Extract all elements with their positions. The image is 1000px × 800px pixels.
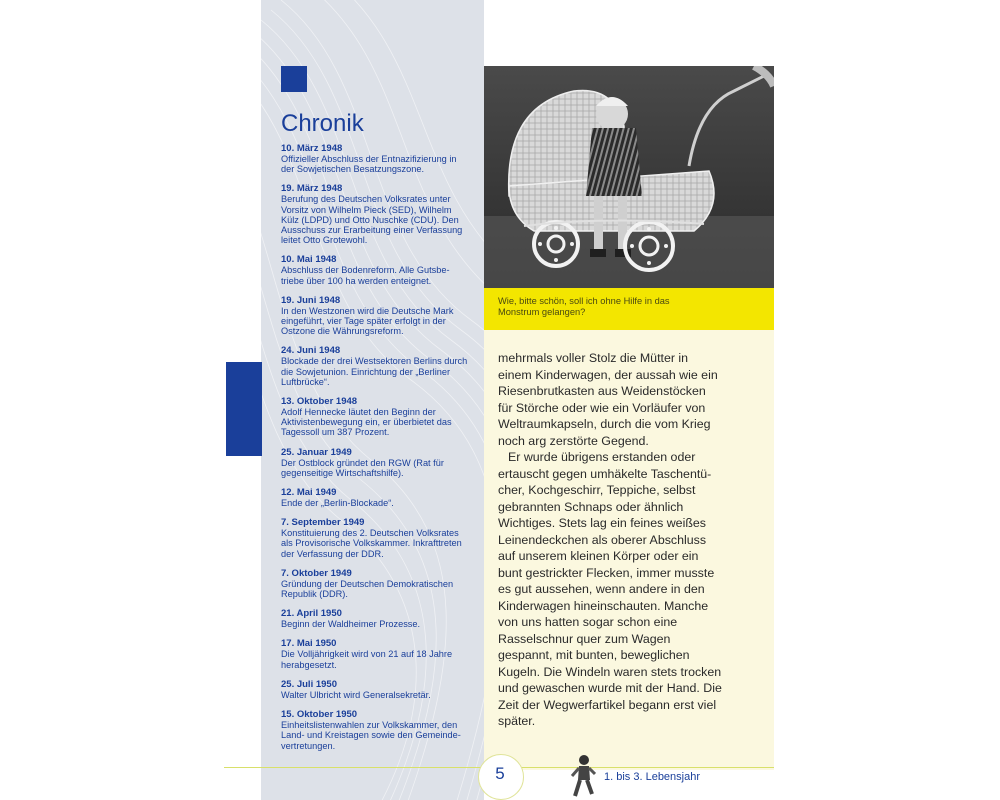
chronik-entry-text: Der Ostblock gründet den RGW (Rat für gegenseitige Wirtschaftshilfe). [281, 457, 444, 478]
chronik-title: Chronik [281, 110, 364, 137]
chronik-entry-text: Walter Ulbricht wird Generalsekretär. [281, 689, 431, 700]
photo-child-pram [484, 66, 774, 288]
running-child-icon [570, 754, 596, 800]
chronik-entry [281, 143, 471, 174]
chronik-entry-text: Gründung der Deutschen Demokratischen Republik (DDR). [281, 578, 454, 600]
section-label: 1. bis 3. Lebensjahr [604, 771, 701, 783]
chronik-entry [281, 396, 471, 438]
body-text [498, 350, 723, 730]
chronik-entry [281, 709, 471, 751]
blue-square-decoration [281, 66, 307, 92]
chronik-entry-text: Berufung des Deutschen Volksrates unter Vorsitz von Wilhelm Pieck (SED), Wilhelm Külz (LDPD) und Otto Nuschke (CDU). Den Ausschuss zur Erarbeitung einer Verfassung leitet Otto Grotewohl. [281, 194, 463, 246]
chronik-entry-text: Die Volljährigkeit wird von 21 auf 18 Jahre herabgesetzt. [281, 649, 453, 670]
chronik-entry-date: 7. September 1949 [281, 517, 365, 529]
chronik-entry [281, 517, 471, 559]
chronik-entry-date: 19. März 1948 [281, 183, 343, 195]
chronik-entry-date: 21. April 1950 [281, 608, 342, 620]
chronik-entry-date: 25. Juli 1950 [281, 678, 337, 690]
chronik-entry-date: 12. Mai 1949 [281, 487, 337, 499]
pram-illustration [484, 66, 774, 288]
chronik-entry-text: In den Westzonen wird die Deutsche Mark eingeführt, vier Tage später erfolgt in der Ostzone die Währungsreform. [281, 305, 454, 337]
chronik-entry-date: 19. Juni 1948 [281, 294, 341, 306]
chronik-entry-date: 10. März 1948 [281, 143, 343, 154]
chronik-entry-date: 25. Januar 1949 [281, 446, 352, 458]
chronik-entry-date: 17. Mai 1950 [281, 638, 337, 650]
chronik-entry [281, 254, 471, 285]
chronik-entry-text: Abschluss der Bodenreform. Alle Gutsbe-triebe über 100 ha werden enteignet. [281, 265, 450, 286]
chronik-entry-text: Offizieller Abschluss der Entnazifizierung in der Sowjetischen Besatzungszone. [281, 154, 457, 175]
chronik-entry-text: Adolf Hennecke läutet den Beginn der Aktivistenbewegung ein, er überbietet das Tagessoll um 387 Prozent. [281, 407, 452, 438]
body-paragraph: Er wurde übrigens erstanden oder ertauscht gegen umhäkelte Taschentü-cher, Kochgeschirr, Teppiche, selbst gebrannten Schnaps oder ähnlich Wichtiges. Stets lag ein feines weißes Leinendeckchen als oberer Abschluss auf unserem kleinen Körper oder ein bunt gestrickter Flecken, immer musste es gut aussehen, wenn andere in den Kinderwagen hineinschauten. Manche von uns hatten sogar schon eine Rasselschnur quer zum Wagen gespannt, mit bunten, beweglichen Kugeln. Die Windeln waren stets trocken und gewaschen wurde mit der Hand. Die Zeit der Wegwerfartikel begann erst viel später. [498, 450, 722, 728]
chronik-entry [281, 638, 471, 669]
chronik-entry-date: 13. Oktober 1948 [281, 396, 358, 408]
chronik-entry-date: 15. Oktober 1950 [281, 709, 358, 721]
chronik-entry [281, 447, 471, 478]
chronik-entry [281, 487, 471, 508]
chronik-entry [281, 295, 471, 337]
photo-caption-box [484, 288, 774, 330]
photo-caption: Wie, bitte schön, soll ich ohne Hilfe in das Monstrum gelangen? [498, 296, 670, 317]
chronik-entry [281, 183, 471, 245]
chronik-entry [281, 608, 471, 629]
body-paragraph: mehrmals voller Stolz die Mütter in einem Kinderwagen, der aussah wie ein Riesenbrutkasten aus Weidenstöcken für Störche oder wie ein Vorläufer von Weltraumkapseln, durch die vom Krieg noch arg zerstörte Gegend. [498, 351, 718, 448]
chronik-entry-text: Beginn der Waldheimer Prozesse. [281, 619, 421, 630]
chronik-entry-text: Konstituierung des 2. Deutschen Volksrates als Provisorische Volkskammer. Inkrafttreten der Verfassung der DDR. [281, 528, 462, 559]
chronik-list [281, 143, 471, 760]
chronik-entry-date: 10. Mai 1948 [281, 254, 337, 266]
page-number: 5 [495, 764, 505, 783]
blue-bar-decoration [226, 362, 262, 456]
chronik-entry-text: Ende der „Berlin-Blockade“. [281, 498, 394, 509]
chronik-entry-date: 24. Juni 1948 [281, 345, 341, 357]
chronik-entry-text: Einheitslistenwahlen zur Volkskammer, den Land- und Kreistagen sowie den Gemeinde-vertretungen. [281, 720, 461, 751]
chronik-entry [281, 679, 471, 700]
chronik-entry [281, 345, 471, 387]
chronik-entry-text: Blockade der drei Westsektoren Berlins durch die Sowjetunion. Einrichtung der „Berliner Luftbrücke“. [281, 356, 468, 387]
chronik-entry [281, 568, 471, 599]
chronik-entry-date: 7. Oktober 1949 [281, 567, 352, 579]
